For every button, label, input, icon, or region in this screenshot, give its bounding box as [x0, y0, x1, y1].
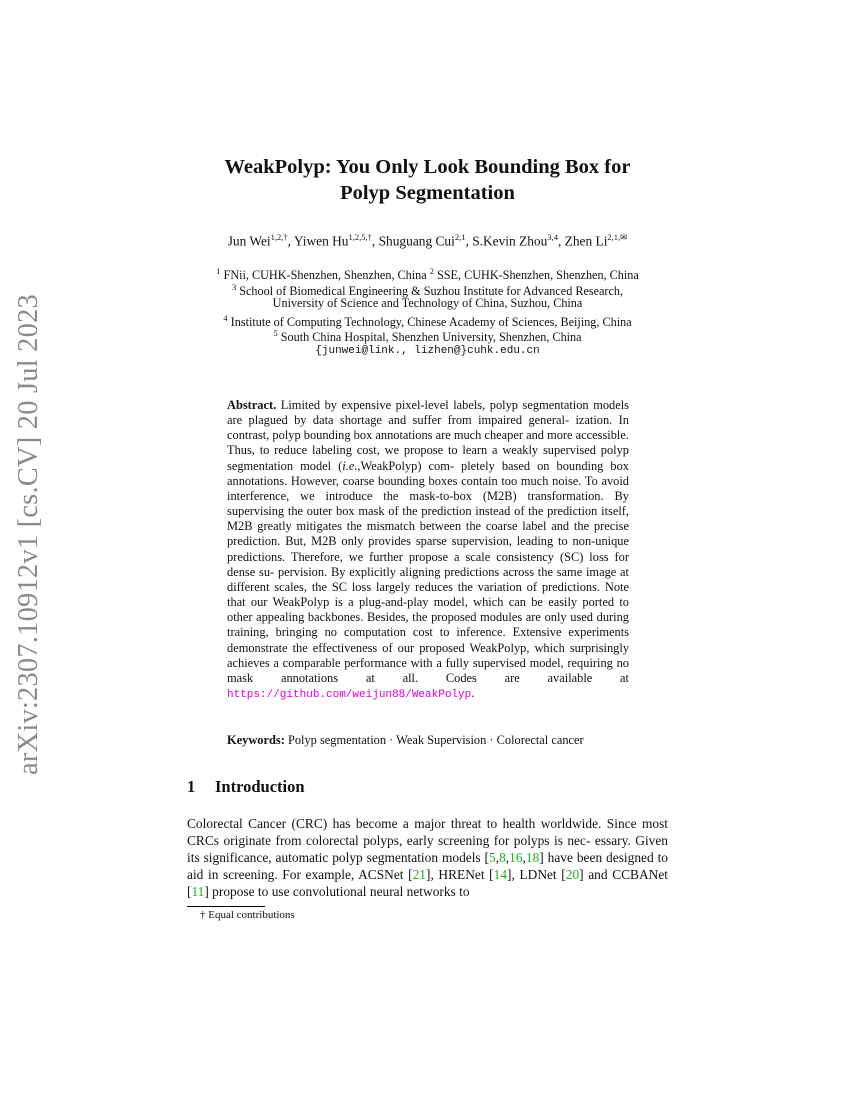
abstract: Abstract. Limited by expensive pixel-level labels, polyp segmentation models are plagued by data shortage and suffer from impaired general- ization. In contrast, polyp bounding box annotations are much cheaper and more accessible. Thus, to reduce labeling cost, we propose to learn a weakly supervised polyp segmentation model (i.e.,WeakPolyp) com- pletely based on bounding box annotations. However, coarse bounding boxes contain too much noise. To avoid interference, we introduce the mask-to-box (M2B) transformation. By supervising the outer box mask of the prediction instead of the prediction itself, M2B greatly mitigates the mismatch between the coarse label and the precise prediction. But, M2B only provides sparse supervision, leading to non-unique predictions. Therefore, we further propose a scale consistency (SC) loss for dense su- pervision. By explicitly aligning predictions across the same image at different scales, the SC loss largely reduces the variation of predictions. Note that our WeakPolyp is a plug-and-play model, which can be easily ported to other appealing backbones. Besides, the proposed modules are only used during training, bringing no computation cost to inference. Extensive experiments demonstrate the effectiveness of our proposed WeakPolyp, which surprisingly achieves a comparable performance with a fully supervised model, requiring no mask annotations at all. Codes are available at https://github.com/weijun88/WeakPolyp.	[227, 398, 630, 701]
keywords-label: Keywords:	[227, 733, 285, 747]
affiliation-line: University of Science and Technology of China, Suzhou, China	[272, 296, 583, 310]
affil-sup: 2	[429, 266, 434, 276]
citation-link[interactable]: 5	[489, 850, 496, 865]
footnote-rule	[187, 906, 265, 907]
author-name: Zhen Li	[564, 233, 608, 249]
author-list: Jun Wei$^{1,2,\dagger}$, Yiwen $Hu^{1,2,5,\dagger}$, Shuguang Cui$^{2,1}$, S.Kevin Zhou$^{3,4}$, Zhen $Li^{2,1,✉}$	[227, 232, 628, 249]
citation-link[interactable]: 21	[412, 867, 426, 882]
citation-link[interactable]: 8	[499, 850, 506, 865]
citation-link[interactable]: 16	[509, 850, 523, 865]
citation-link[interactable]: 20	[565, 867, 580, 882]
affil-sup: 1	[216, 266, 221, 276]
author-sup: 1,2,5,†	[348, 232, 372, 242]
affiliation-4: Institute of Computing Technology, Chinese Academy of Sciences, Beijing, China	[230, 315, 632, 330]
affiliation-2: SSE, CUHK-Shenzhen, Shenzhen, China	[437, 268, 639, 283]
intro-paragraph: Colorectal Cancer (CRC) has become a major threat to health worldwide. Since most CRCs originate from colorectal polyps, early screening for polyps is nec- essary. Given its significance, automatic polyp segmentation models [5,8,16,18] have been designed to aid in screening. For example, ACSNet [21], HRENet [14], LDNet [20] and CCBANet [11] propose to use convolutional neural networks to	[187, 816, 668, 899]
paper-title	[150, 154, 705, 206]
citation-link[interactable]: 11	[191, 884, 205, 899]
author-name: Jun Wei	[227, 233, 271, 249]
citation-link[interactable]: 14	[493, 867, 508, 882]
code-link[interactable]: https://github.com/weijun88/WeakPolyp	[227, 688, 472, 701]
keywords	[227, 733, 647, 748]
email-text: {junwei@link., lizhen@}cuhk.edu.cn	[315, 345, 540, 357]
contact-email	[150, 341, 705, 359]
author-sup: 1,2,†	[270, 232, 288, 242]
author-sup: 3,4	[547, 232, 558, 242]
affiliation-3: School of Biomedical Engineering & Suzhou Institute for Advanced Research,	[239, 284, 624, 299]
section-title: Introduction	[215, 777, 305, 796]
footnote: † Equal contributions	[200, 909, 295, 921]
affil-sup: 4	[223, 313, 228, 323]
title-line-1: WeakPolyp: You Only Look Bounding Box for	[224, 156, 631, 178]
keywords-text: Polyp segmentation · Weak Supervision · Colorectal cancer	[287, 733, 584, 747]
author-name: S.Kevin Zhou	[472, 233, 548, 249]
affil-sup: 3	[231, 282, 237, 292]
author-sup: 2,1	[454, 232, 466, 242]
affiliation-5: South China Hospital, Shenzhen University, Shenzhen, China	[280, 330, 582, 345]
affiliation-1: FNii, CUHK-Shenzhen, Shenzhen, China	[223, 268, 427, 283]
arxiv-stamp: arXiv:2307.10912v1 [cs.CV] 20 Jul 2023	[13, 294, 44, 775]
section-number: 1	[187, 777, 196, 796]
citation-link[interactable]: 18	[525, 850, 540, 865]
affil-sup: 5	[273, 328, 278, 338]
author-sup: 2,1,✉	[607, 232, 628, 242]
author-name: Yiwen Hu	[293, 233, 349, 249]
author-name: Shuguang Cui	[378, 233, 455, 249]
abstract-label: Abstract.	[227, 398, 277, 412]
title-line-2: Polyp Segmentation	[340, 182, 515, 204]
section-heading	[187, 777, 305, 797]
